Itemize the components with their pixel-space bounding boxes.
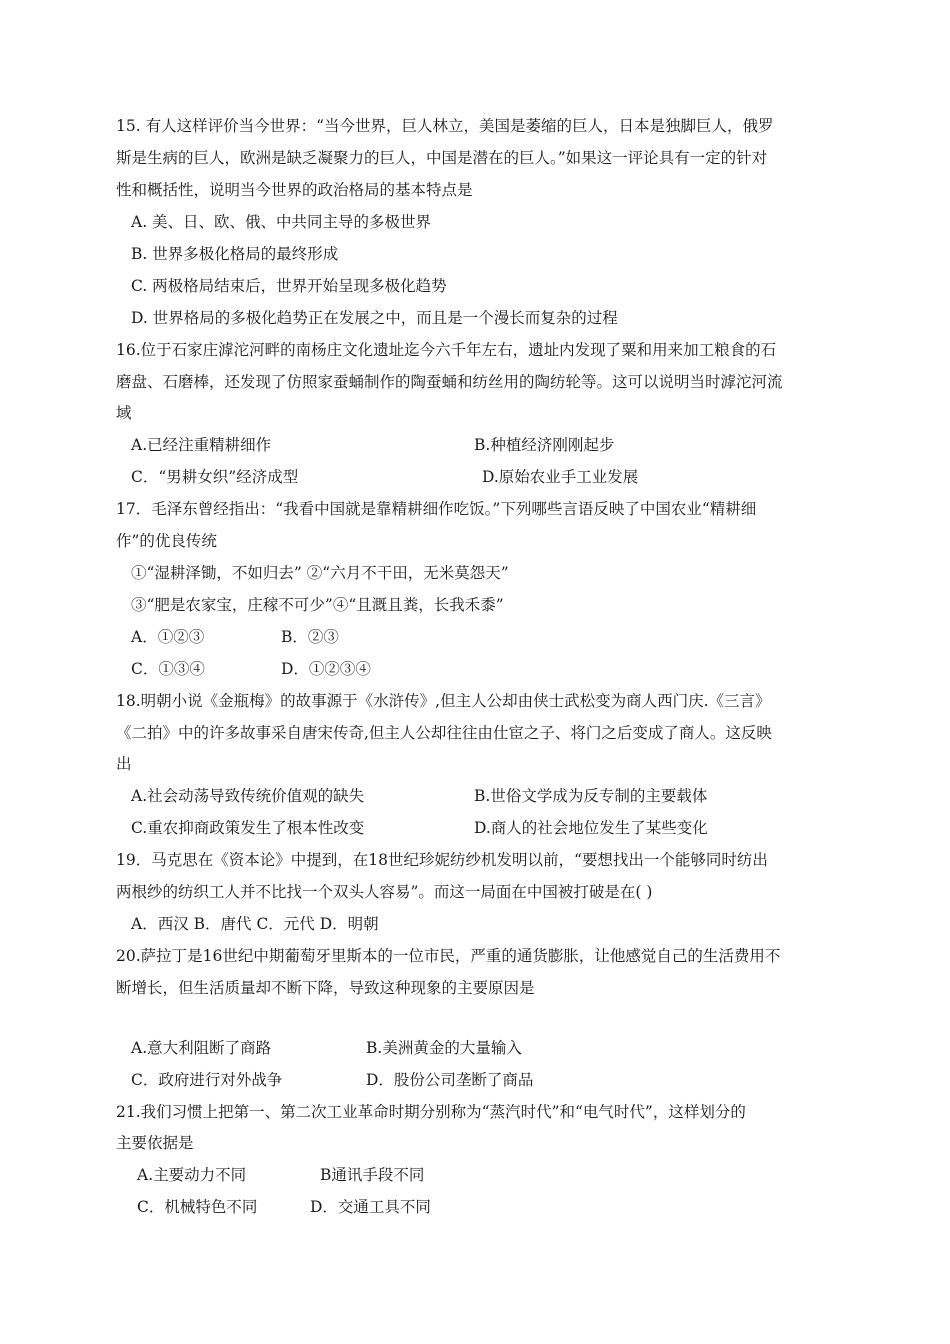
q15-option-b: B. 世界多极化格局的最终形成: [131, 245, 339, 263]
q18-stem-line-3: 出: [116, 755, 132, 773]
q21-option-c: C．机械特色不同: [137, 1198, 258, 1216]
q15-stem-line-3: 性和概括性，说明当今世界的政治格局的基本特点是: [116, 181, 473, 199]
q17-item-line-1: ①“湿耕泽锄，不如归去” ②“六月不干田，无米莫怨天”: [131, 564, 509, 582]
q15-option-a: A. 美、日、欧、俄、中共同主导的多极世界: [131, 213, 432, 231]
q17-stem-line-1: 17．毛泽东曾经指出：“我看中国就是靠精耕细作吃饭。”下列哪些言语反映了中国农业“精耕细: [116, 500, 757, 518]
q18-option-c: C.重农抑商政策发生了根本性改变: [131, 819, 365, 837]
q16-stem-line-1: 16.位于石家庄滹沱河畔的南杨庄文化遗址迄今六千年左右，遗址内发现了粟和用来加工粮食的石: [116, 341, 777, 359]
q18-option-d: D.商人的社会地位发生了某些变化: [474, 819, 708, 837]
q15-option-c: C. 两极格局结束后，世界开始呈现多极化趋势: [131, 277, 447, 295]
q17-option-a: A．①②③: [131, 628, 205, 646]
q16-option-a: A.已经注重精耕细作: [131, 436, 272, 454]
q18-stem-line-1: 18.明朝小说《金瓶梅》的故事源于《水浒传》,但主人公却由侠士武松变为商人西门庆.《三言》: [116, 692, 771, 710]
q20-stem-line-2: 断增长，但生活质量却不断下降，导致这种现象的主要原因是: [116, 979, 535, 997]
q21-stem-line-1: 21.我们习惯上把第一、第二次工业革命时期分别称为“蒸汽时代”和“电气时代”，这样划分的: [116, 1103, 746, 1121]
q20-option-c: C．政府进行对外战争: [131, 1071, 283, 1089]
q16-option-d: D.原始农业手工业发展: [482, 468, 639, 486]
q20-option-d: D．股份公司垄断了商品: [366, 1071, 534, 1089]
q21-stem-line-2: 主要依据是: [116, 1134, 194, 1152]
q21-option-a: A.主要动力不同: [137, 1166, 247, 1184]
q21-option-b: B通讯手段不同: [320, 1166, 425, 1184]
q19-options: A．西汉 B．唐代 C．元代 D．明朝: [131, 915, 379, 933]
q17-option-d: D．①②③④: [281, 660, 371, 678]
q17-stem-line-2: 作”的优良传统: [116, 532, 217, 550]
q16-stem-line-3: 域: [116, 404, 132, 422]
q20-option-a: A.意大利阻断了商路: [131, 1039, 272, 1057]
q16-option-c: C．“男耕女织”经济成型: [131, 468, 299, 486]
q20-stem-line-1: 20.萨拉丁是16世纪中期葡萄牙里斯本的一位市民，严重的通货膨胀，让他感觉自己的生活费用不: [116, 947, 781, 965]
q19-stem-line-1: 19．马克思在《资本论》中提到，在18世纪珍妮纺纱机发明以前，“要想找出一个能够同时纺出: [116, 851, 768, 869]
q20-option-b: B.美洲黄金的大量输入: [366, 1039, 522, 1057]
q15-stem-line-1: 15. 有人这样评价当今世界：“当今世界，巨人林立，美国是萎缩的巨人，日本是独脚巨人，俄罗: [116, 117, 774, 135]
q15-option-d: D. 世界格局的多极化趋势正在发展之中，而且是一个漫长而复杂的过程: [131, 309, 618, 327]
q17-option-b: B．②③: [281, 628, 339, 646]
q19-stem-line-2: 两根纱的纺织工人并不比找一个双头人容易”。而这一局面在中国被打破是在( ): [116, 883, 653, 901]
q18-stem-line-2: 《二拍》中的许多故事采自唐宋传奇,但主人公却往往由仕宦之子、将门之后变成了商人。这反映: [116, 724, 772, 742]
q18-option-a: A.社会动荡导致传统价值观的缺失: [131, 787, 365, 805]
q17-item-line-2: ③“肥是农家宝，庄稼不可少”④“且溉且粪，长我禾黍”: [131, 596, 504, 614]
q18-option-b: B.世俗文学成为反专制的主要载体: [474, 787, 708, 805]
q15-stem-line-2: 斯是生病的巨人，欧洲是缺乏凝聚力的巨人，中国是潜在的巨人。”如果这一评论具有一定的针对: [116, 149, 768, 167]
q21-option-d: D．交通工具不同: [310, 1198, 431, 1216]
q16-stem-line-2: 磨盘、石磨棒，还发现了仿照家蚕蛹制作的陶蚕蛹和纺丝用的陶纺轮等。这可以说明当时滹沱河流: [116, 373, 783, 391]
q16-option-b: B.种植经济刚刚起步: [474, 436, 615, 454]
q17-option-c: C．①③④: [131, 660, 205, 678]
